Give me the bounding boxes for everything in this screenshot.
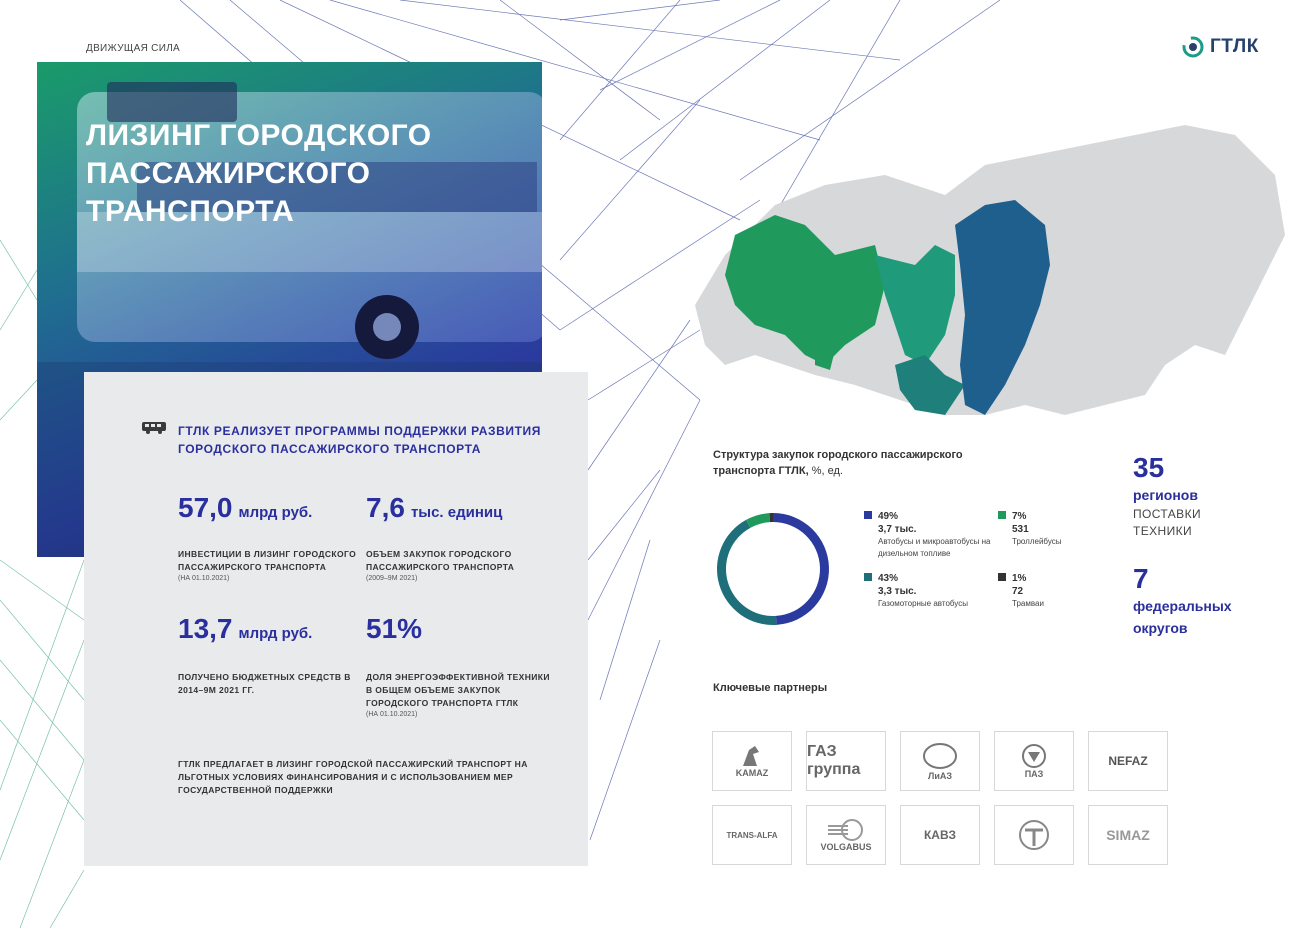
legend-pct: 49% — [878, 511, 899, 522]
panel-footer-note: ГТЛК ПРЕДЛАГАЕТ В ЛИЗИНГ ГОРОДСКОЙ ПАССАЖИРСКИЙ ТРАНСПОРТ НА ЛЬГОТНЫХ УСЛОВИЯХ ФИНАНСИРОВАНИЯ И С ИСПОЛЬЗОВАНИЕМ МЕР ГОСУДАРСТВЕННОЙ ПОДДЕРЖКИ — [178, 759, 528, 795]
partner-trans-alfa — [712, 805, 792, 865]
stat-desc: ОБЪЕМ ЗАКУПОК ГОРОДСКОГО ПАССАЖИРСКОГО ТРАНСПОРТА — [366, 549, 515, 572]
regions-sub2: ТЕХНИКИ — [1133, 524, 1193, 538]
stat-unit: млрд руб. — [238, 625, 313, 642]
gtlk-logo — [1182, 36, 1259, 58]
legend-count: 531 — [1012, 524, 1029, 535]
liaz-logo-icon — [922, 741, 958, 771]
legend-label: Автобусы и микроавтобусы на дизельном топливе — [878, 537, 991, 558]
gtlk-logo-icon — [1182, 36, 1204, 58]
partner-simaz — [1088, 805, 1168, 865]
stat-volume-desc — [366, 548, 536, 582]
paz-logo-icon — [1019, 743, 1049, 769]
donut-slice-diesel — [773, 513, 829, 625]
partner-liaz — [900, 731, 980, 791]
legend-count: 3,7 тыс. — [878, 524, 917, 535]
partner-name: ГАЗ группа — [807, 743, 861, 778]
regions-sub1: ПОСТАВКИ — [1133, 507, 1201, 521]
partner-name: SIMAZ — [1106, 827, 1150, 843]
chart-title — [713, 447, 973, 479]
districts-number: 7 — [1133, 563, 1149, 594]
stat-volume — [366, 492, 502, 524]
stat-investments — [178, 492, 312, 524]
stat-desc: ПОЛУЧЕНО БЮДЖЕТНЫХ СРЕДСТВ В 2014–9М 2021 ГГ. — [178, 672, 351, 695]
partner-name: VOLGABUS — [820, 842, 872, 852]
legend-swatch — [864, 573, 872, 581]
legend-swatch — [864, 511, 872, 519]
section-label: ДВИЖУЩАЯ СИЛА — [86, 43, 181, 54]
partners-title: Ключевые партнеры — [713, 682, 828, 694]
legend-pct: 1% — [1012, 573, 1027, 584]
stat-note: (НА 01.10.2021) — [366, 711, 418, 718]
partner-unnamed — [994, 805, 1074, 865]
partner-nefaz — [1088, 731, 1168, 791]
legend-label: Трамваи — [1012, 599, 1044, 608]
stat-unit: тыс. единиц — [410, 504, 503, 521]
donut-chart — [710, 507, 840, 632]
donut-slice-tram — [769, 513, 773, 522]
partner-name: ПАЗ — [1024, 769, 1044, 779]
partner-gaz — [806, 731, 886, 791]
legend-item-gas — [864, 572, 994, 610]
stat-note: (НА 01.10.2021) — [178, 575, 230, 582]
partner-paz — [994, 731, 1074, 791]
volgabus-logo-icon — [826, 818, 866, 842]
chart-title-text: Структура закупок городского пассажирского транспорта ГТЛК, — [713, 449, 963, 477]
panel-heading: ГТЛК РЕАЛИЗУЕТ ПРОГРАММЫ ПОДДЕРЖКИ РАЗВИТИЯ ГОРОДСКОГО ПАССАЖИРСКОГО ТРАНСПОРТА — [178, 424, 541, 456]
logo-text: ГТЛК — [1210, 36, 1259, 57]
regions-number: 35 — [1133, 452, 1165, 483]
legend-pct: 43% — [878, 573, 899, 584]
partner-kamaz — [712, 731, 792, 791]
stat-note: (2009–9М 2021) — [366, 575, 418, 582]
partner-kavz — [900, 805, 980, 865]
legend-swatch — [998, 511, 1006, 519]
russia-map — [685, 115, 1290, 445]
legend-label: Газомоторные автобусы — [878, 599, 968, 608]
partner-name: КАВЗ — [923, 828, 956, 842]
legend-item-trolley — [998, 510, 1098, 548]
districts-label2: округов — [1133, 620, 1188, 636]
kamaz-horse-icon — [739, 744, 765, 768]
legend-item-diesel — [864, 510, 994, 560]
legend-pct: 7% — [1012, 511, 1027, 522]
chart-title-unit: %, ед. — [808, 465, 843, 477]
stat-value: 51% — [366, 613, 423, 644]
regions-label: регионов — [1133, 487, 1198, 503]
partner-volgabus — [806, 805, 886, 865]
legend-count: 3,3 тыс. — [878, 586, 917, 597]
legend-item-tram — [998, 572, 1098, 610]
stat-desc: ИНВЕСТИЦИИ В ЛИЗИНГ ГОРОДСКОГО ПАССАЖИРСКОГО ТРАНСПОРТА — [178, 549, 357, 572]
partner-name: KAMAZ — [735, 768, 769, 778]
partner-name: TRANS-ALFA — [726, 830, 778, 840]
legend-count: 72 — [1012, 586, 1024, 597]
partner-name: NEFAZ — [1108, 754, 1148, 768]
donut-slice-gas — [717, 520, 777, 625]
regions-block — [1133, 452, 1201, 540]
bus-icon — [141, 421, 167, 435]
districts-label1: федеральных — [1133, 598, 1232, 614]
legend-swatch — [998, 573, 1006, 581]
stat-value: 13,7 — [178, 613, 233, 644]
stat-value: 7,6 — [366, 492, 405, 523]
stat-unit: млрд руб. — [238, 504, 313, 521]
stat-desc: ДОЛЯ ЭНЕРГОЭФФЕКТИВНОЙ ТЕХНИКИ В ОБЩЕМ ОБЪЕМЕ ЗАКУПОК ГОРОДСКОГО ТРАНСПОРТА ГТЛК — [366, 672, 550, 708]
hero-title: ЛИЗИНГ ГОРОДСКОГО ПАССАЖИРСКОГО ТРАНСПОРТА — [86, 119, 432, 228]
donut-slice-trolley — [746, 513, 770, 528]
stat-budget — [178, 613, 312, 645]
partner-emblem-icon — [1017, 818, 1051, 852]
districts-block — [1133, 563, 1232, 639]
stat-share — [366, 613, 422, 645]
partner-name: ЛиАЗ — [928, 771, 952, 781]
stat-investments-desc — [178, 548, 358, 582]
stat-share-desc — [366, 671, 556, 718]
legend-label: Троллейбусы — [1012, 537, 1062, 546]
stat-value: 57,0 — [178, 492, 233, 523]
stat-budget-desc — [178, 671, 358, 697]
